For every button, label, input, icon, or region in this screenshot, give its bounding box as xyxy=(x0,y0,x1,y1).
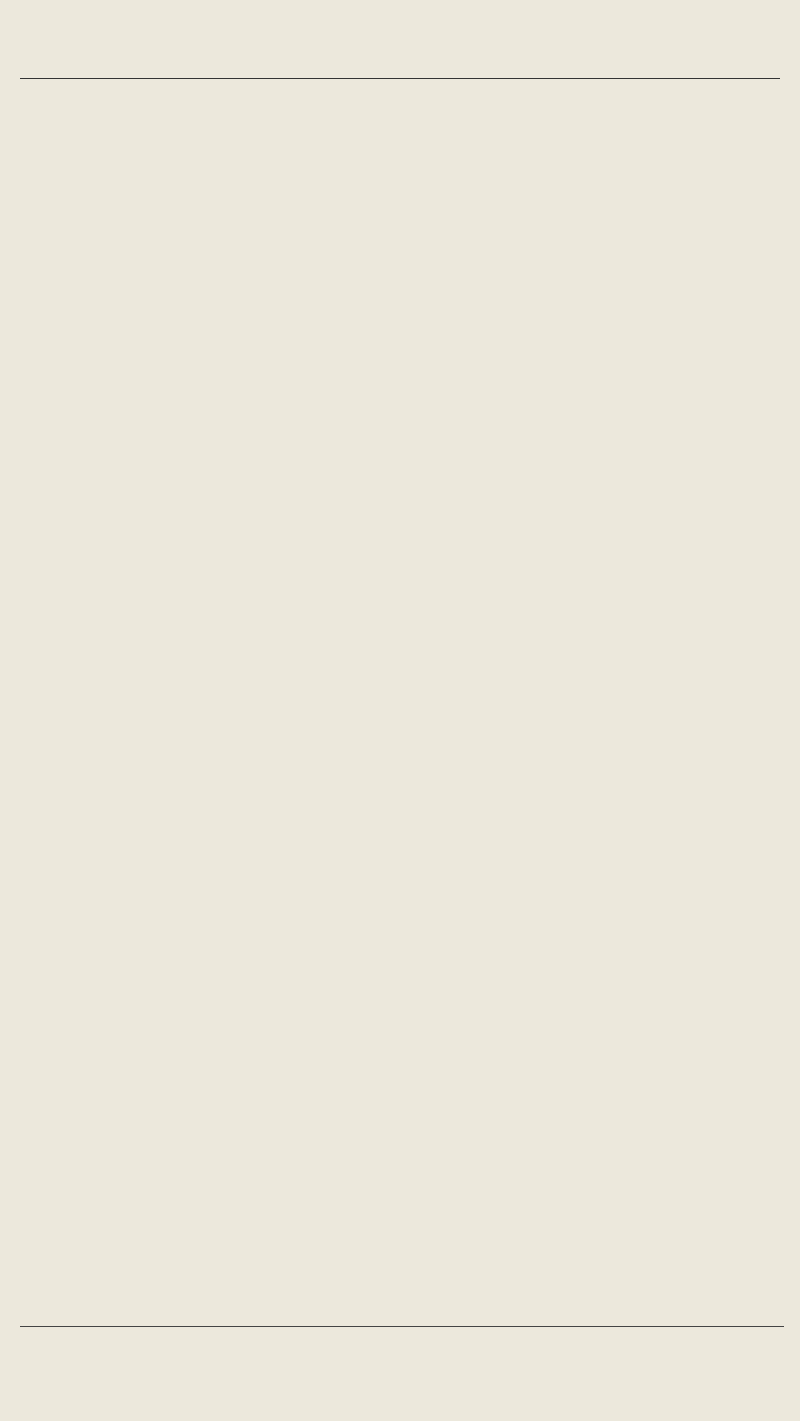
table-bottom-rule xyxy=(20,1326,784,1327)
top-rule xyxy=(20,78,780,79)
